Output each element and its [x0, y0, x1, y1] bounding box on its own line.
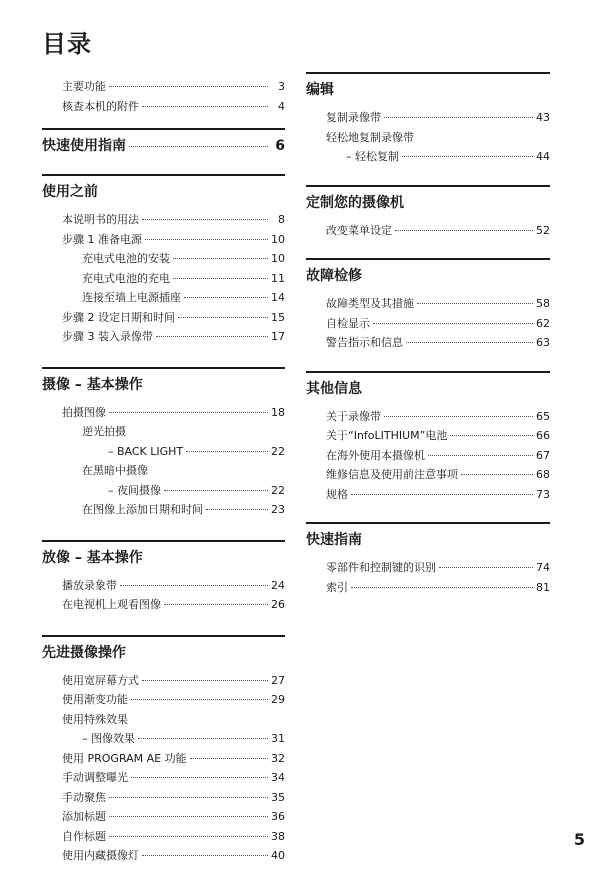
- dot-leader: [186, 451, 268, 452]
- toc-entry-page: 22: [271, 483, 285, 497]
- toc-entry-text: 连接至墙上电源插座: [82, 291, 181, 304]
- toc-entry-text: 自检显示: [326, 316, 370, 330]
- toc-entry[interactable]: [62, 576, 285, 596]
- toc-entry[interactable]: [326, 294, 550, 314]
- dot-leader: [142, 855, 268, 856]
- toc-entry-list: [42, 576, 285, 625]
- toc-left-column: [42, 72, 285, 886]
- toc-entry-text: 使用 PROGRAM AE 功能: [62, 751, 187, 765]
- toc-entry-list: [306, 558, 550, 607]
- toc-entry-text: 步骤 2 设定日期和时间: [62, 310, 175, 324]
- page-number: 5: [573, 830, 585, 849]
- toc-entry-page: 36: [271, 810, 285, 823]
- toc-section-heading: [42, 176, 285, 210]
- toc-entry-page: 11: [271, 271, 285, 285]
- toc-entry-text: – 轻松复制: [346, 150, 399, 163]
- toc-entry[interactable]: [62, 827, 285, 847]
- dot-leader: [109, 797, 268, 798]
- toc-subentry: [62, 461, 285, 481]
- toc-entry-text: 使用内藏摄像灯: [62, 849, 139, 862]
- toc-entry: [62, 710, 285, 730]
- toc-entry-page: 18: [271, 405, 285, 419]
- toc-entry: [326, 128, 550, 148]
- toc-entry-text: – BACK LIGHT: [108, 444, 184, 458]
- section-title: 其他信息: [306, 380, 362, 397]
- toc-entry[interactable]: [62, 97, 285, 117]
- section-title: 摄像 – 基本操作: [42, 376, 143, 393]
- toc-entry[interactable]: [326, 446, 550, 466]
- toc-entry-text: 充电式电池的充电: [82, 271, 170, 285]
- toc-entry-list: [306, 108, 550, 177]
- toc-entry-page: 29: [271, 693, 285, 706]
- toc-entry-text: 索引: [326, 580, 348, 594]
- dot-leader: [351, 587, 533, 588]
- toc-entry-text: 充电式电池的安装: [82, 252, 170, 265]
- toc-entry-page: 31: [271, 732, 285, 745]
- toc-section-heading: [42, 637, 285, 671]
- toc-entry-text: 故障类型及其措施: [326, 297, 414, 310]
- dot-leader: [406, 342, 533, 343]
- toc-right-column: [306, 72, 550, 615]
- toc-intro-entries: [42, 72, 285, 128]
- toc-entry-text: 维修信息及使用前注意事项: [326, 468, 458, 481]
- toc-section-customize: [306, 185, 550, 251]
- section-title: 快速指南: [306, 532, 362, 548]
- toc-entry[interactable]: [62, 671, 285, 691]
- dot-leader: [351, 494, 533, 495]
- toc-entry-page: 14: [271, 291, 285, 304]
- toc-entry-list: [306, 294, 550, 363]
- toc-entry-page: 32: [271, 751, 285, 765]
- toc-entry-page: 63: [536, 336, 550, 349]
- toc-entry[interactable]: [62, 595, 285, 615]
- section-title: 定制您的摄像机: [306, 194, 404, 211]
- toc-entry[interactable]: [62, 749, 285, 769]
- toc-section-heading: [306, 373, 550, 407]
- toc-section-heading: [306, 187, 550, 221]
- dot-leader: [120, 585, 268, 586]
- toc-entry-page: 4: [278, 99, 285, 113]
- toc-entry-text: 零部件和控制键的识别: [326, 561, 436, 574]
- dot-leader: [109, 412, 268, 413]
- toc-entry-text: 关于“InfoLITHIUM”电池: [326, 429, 448, 442]
- toc-entry[interactable]: [326, 558, 550, 578]
- toc-entry-text: 拍摄图像: [62, 405, 106, 419]
- toc-section-quick-guide: [306, 522, 550, 607]
- toc-entry-page: 27: [271, 673, 285, 687]
- toc-entry-page: 22: [271, 444, 285, 458]
- toc-subentry[interactable]: [62, 442, 285, 462]
- toc-entry[interactable]: [326, 426, 550, 446]
- toc-entry[interactable]: [326, 578, 550, 598]
- toc-entry[interactable]: [62, 77, 285, 97]
- dot-leader: [178, 317, 268, 318]
- dot-leader: [164, 490, 268, 491]
- section-title: 先进摄像操作: [42, 644, 126, 661]
- toc-entry-page: 62: [536, 316, 550, 330]
- toc-entry-text: 本说明书的用法: [62, 213, 139, 226]
- dot-leader: [164, 604, 268, 605]
- dot-leader: [402, 156, 533, 157]
- toc-entry-page: 43: [536, 111, 550, 124]
- dot-leader: [109, 836, 268, 837]
- dot-leader: [173, 278, 268, 279]
- page-title: 目录: [42, 30, 92, 58]
- toc-entry-text: 使用渐变功能: [62, 693, 128, 706]
- toc-section-playback-basics: [42, 540, 285, 625]
- toc-subentry[interactable]: [62, 729, 285, 749]
- toc-entry-list: [306, 221, 550, 251]
- toc-section-heading: [306, 524, 550, 558]
- toc-subentry[interactable]: [62, 249, 285, 269]
- dot-leader: [129, 146, 268, 147]
- toc-entry-page: 65: [536, 409, 550, 423]
- dot-leader: [142, 219, 268, 220]
- dot-leader: [384, 416, 533, 417]
- dot-leader: [109, 816, 268, 817]
- dot-leader: [142, 106, 268, 107]
- toc-entry-text: 手动调整曝光: [62, 771, 128, 784]
- toc-section-editing: [306, 72, 550, 177]
- toc-entry-page: 73: [536, 487, 550, 501]
- toc-entry-page: 15: [271, 310, 285, 324]
- toc-entry-text: 核查本机的附件: [62, 99, 139, 113]
- toc-entry-text: 复制录像带: [326, 111, 381, 124]
- toc-entry-page: 67: [536, 448, 550, 462]
- toc-entry-page: 66: [536, 429, 550, 442]
- toc-entry-text: 播放录象带: [62, 578, 117, 592]
- toc-entry-page: 38: [271, 829, 285, 843]
- toc-subentry[interactable]: [326, 147, 550, 167]
- dot-leader: [173, 258, 268, 259]
- dot-leader: [428, 455, 533, 456]
- toc-entry-text: – 夜间摄像: [108, 483, 161, 497]
- toc-entry-text: 在图像上添加日期和时间: [82, 503, 203, 516]
- toc-section-heading: [306, 260, 550, 294]
- toc-entry-page: 17: [271, 330, 285, 343]
- toc-entry[interactable]: [326, 465, 550, 485]
- toc-entry-text: 步骤 1 准备电源: [62, 232, 142, 246]
- toc-entry-page: 24: [271, 578, 285, 592]
- toc-section-quick-start: [42, 128, 285, 164]
- toc-entry[interactable]: [62, 230, 285, 250]
- toc-entry-page: 34: [271, 771, 285, 784]
- dot-leader: [156, 336, 268, 337]
- section-title: 快速使用指南: [42, 138, 126, 154]
- toc-entry[interactable]: [326, 407, 550, 427]
- section-page: 6: [275, 138, 285, 154]
- toc-entry-text: 警告指示和信息: [326, 336, 403, 349]
- dot-leader: [461, 474, 533, 475]
- toc-entry[interactable]: [62, 846, 285, 866]
- toc-entry[interactable]: [62, 690, 285, 710]
- toc-section-advanced-recording: [42, 635, 285, 876]
- toc-entry-text: 规格: [326, 487, 348, 501]
- dot-leader: [190, 758, 268, 759]
- toc-entry-page: 10: [271, 232, 285, 246]
- section-title: 使用之前: [42, 184, 98, 200]
- toc-entry-text: 轻松地复制录像带: [326, 130, 414, 144]
- toc-entry-text: 自作标题: [62, 829, 106, 843]
- dot-leader: [145, 239, 268, 240]
- dot-leader: [131, 699, 268, 700]
- toc-entry[interactable]: [326, 108, 550, 128]
- dot-leader: [206, 509, 268, 510]
- toc-subentry[interactable]: [62, 288, 285, 308]
- toc-entry-text: 步骤 3 装入录像带: [62, 330, 153, 343]
- toc-entry-text: 逆光拍摄: [82, 425, 126, 438]
- dot-leader: [417, 303, 533, 304]
- toc-entry-list: [42, 210, 285, 357]
- toc-entry-text: 使用宽屏幕方式: [62, 673, 139, 687]
- toc-entry-list: [42, 403, 285, 530]
- toc-entry-page: 81: [536, 580, 550, 594]
- dot-leader: [131, 777, 268, 778]
- toc-entry-page: 35: [271, 790, 285, 804]
- toc-entry[interactable]: [326, 333, 550, 353]
- toc-section-other-info: [306, 371, 550, 515]
- toc-entry[interactable]: [326, 314, 550, 334]
- toc-entry-page: 40: [271, 849, 285, 862]
- toc-section-heading: [306, 74, 550, 108]
- dot-leader: [384, 117, 533, 118]
- dot-leader: [373, 323, 533, 324]
- toc-entry-text: 主要功能: [62, 80, 106, 93]
- section-title: 编辑: [306, 82, 334, 98]
- toc-entry-page: 3: [278, 80, 285, 93]
- toc-entry-page: 68: [536, 468, 550, 481]
- toc-entry-text: 使用特殊效果: [62, 712, 128, 726]
- toc-entry-page: 26: [271, 598, 285, 611]
- section-title: 放像 – 基本操作: [42, 549, 143, 566]
- dot-leader: [184, 297, 268, 298]
- toc-entry-text: 添加标题: [62, 810, 106, 823]
- toc-entry[interactable]: [62, 807, 285, 827]
- toc-subentry[interactable]: [62, 481, 285, 501]
- toc-entry[interactable]: [62, 403, 285, 423]
- toc-entry[interactable]: [62, 327, 285, 347]
- dot-leader: [439, 567, 533, 568]
- toc-entry-text: 在黑暗中摄像: [82, 464, 148, 477]
- toc-entry-text: 在海外使用本摄像机: [326, 448, 425, 462]
- toc-entry-page: 52: [536, 223, 550, 237]
- toc-entry-page: 10: [271, 252, 285, 265]
- section-title: 故障检修: [306, 268, 362, 284]
- toc-entry-text: 改变菜单设定: [326, 223, 392, 237]
- toc-entry-list: [306, 407, 550, 515]
- dot-leader: [450, 435, 533, 436]
- toc-section-troubleshooting: [306, 258, 550, 363]
- dot-leader: [138, 738, 268, 739]
- toc-section-heading: [42, 369, 285, 403]
- toc-entry-text: 手动聚焦: [62, 790, 106, 804]
- toc-subentry: [62, 422, 285, 442]
- toc-subentry[interactable]: [62, 269, 285, 289]
- toc-entry-page: 58: [536, 297, 550, 310]
- toc-section-heading[interactable]: [42, 130, 285, 164]
- toc-entry-text: 在电视机上观看图像: [62, 598, 161, 611]
- toc-entry-page: 74: [536, 561, 550, 574]
- toc-subentry[interactable]: [62, 500, 285, 520]
- toc-entry[interactable]: [62, 768, 285, 788]
- toc-entry-page: 8: [278, 213, 285, 226]
- toc-entry-text: 关于录像带: [326, 409, 381, 423]
- toc-entry[interactable]: [62, 788, 285, 808]
- toc-entry-text: – 图像效果: [82, 732, 135, 745]
- toc-section-before-use: [42, 174, 285, 357]
- toc-entry[interactable]: [62, 210, 285, 230]
- toc-entry[interactable]: [62, 308, 285, 328]
- toc-section-heading: [42, 542, 285, 576]
- toc-entry[interactable]: [326, 485, 550, 505]
- dot-leader: [395, 230, 533, 231]
- dot-leader: [109, 86, 268, 87]
- toc-entry-page: 23: [271, 503, 285, 516]
- dot-leader: [142, 680, 268, 681]
- toc-entry-list: [42, 671, 285, 876]
- toc-entry[interactable]: [326, 221, 550, 241]
- toc-section-recording-basics: [42, 367, 285, 530]
- toc-entry-page: 44: [536, 150, 550, 163]
